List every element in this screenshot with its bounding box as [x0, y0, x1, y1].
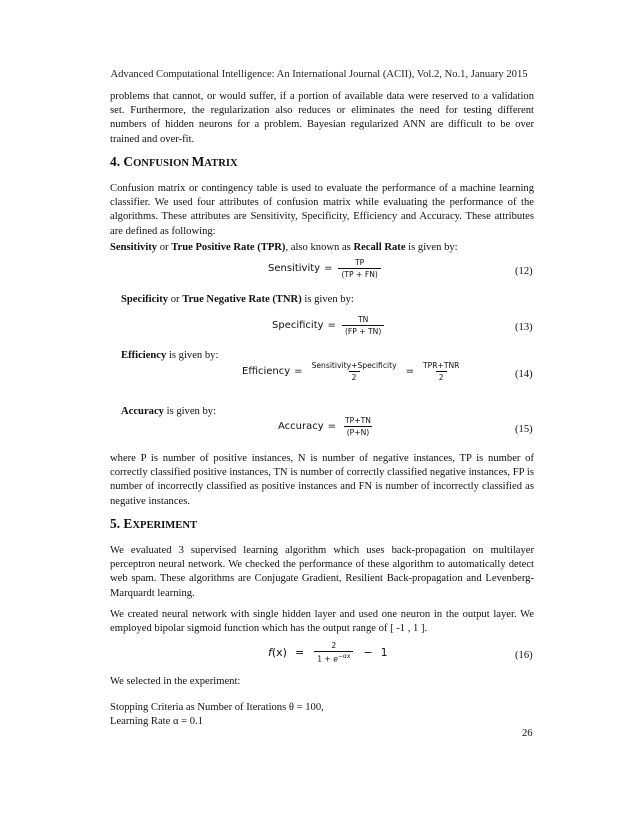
equation-sigmoid	[268, 641, 388, 664]
term: Efficiency	[121, 350, 167, 361]
minus-sign: −	[363, 645, 373, 659]
section-5-paragraph-2: We created neural network with single hidden layer and used one neuron in the output layer. We employed bipolar sigmoid function which has the output range of [ -1 , 1 ].	[110, 609, 534, 635]
function-argument: (x)	[271, 645, 287, 659]
equation-number: (14)	[515, 369, 533, 380]
equation-number: (12)	[515, 266, 533, 277]
selected-line: We selected in the experiment:	[110, 676, 241, 687]
term: Accuracy	[121, 406, 164, 417]
numerator: 2	[331, 641, 337, 650]
fraction	[342, 315, 384, 336]
fraction	[314, 641, 353, 664]
numerator: TP	[355, 258, 365, 267]
connector-text: is given by:	[166, 350, 219, 361]
numerator: TP+TN	[345, 416, 371, 425]
term-alias: Recall Rate	[353, 242, 406, 253]
equals-sign: =	[327, 320, 336, 331]
equation-efficiency	[242, 361, 464, 382]
heading-smallcaps: ATRIX	[204, 158, 238, 169]
heading-cap: M	[191, 154, 205, 169]
constant-one: 1	[380, 645, 388, 659]
equals-sign: =	[294, 645, 305, 659]
equals-sign: =	[294, 366, 303, 377]
equation-number: (16)	[515, 650, 533, 661]
page-number: 26	[522, 728, 533, 739]
term-alias: True Negative Rate (TNR)	[182, 294, 302, 305]
section-number: 5.	[110, 516, 124, 531]
equation-lhs: Sensitivity	[268, 263, 321, 274]
denominator-prefix: 1 +	[317, 654, 334, 664]
equation-lhs: Specificity	[272, 320, 324, 331]
equation-number: (13)	[515, 322, 533, 333]
section-4-heading	[110, 154, 238, 170]
equals-sign: =	[405, 366, 414, 377]
intro-paragraph: problems that cannot, or would suffer, if a portion of available data were reserved to a validation set. Furthermore, the regularization also reduces or eliminates the need for testing different numbers of hidden neurons for a problem. Bayesian regularized ANN are difficult to be over trained and over-fit.	[110, 91, 534, 145]
stopping-criteria-line: Stopping Criteria as Number of Iterations θ = 100,	[110, 702, 324, 713]
denominator: (TP + FN)	[338, 268, 380, 279]
equals-sign: =	[324, 263, 333, 274]
connector-text: is given by:	[405, 242, 458, 253]
equation-lhs: Efficiency	[242, 366, 291, 377]
term-alias: True Positive Rate (TPR)	[171, 242, 286, 253]
heading-cap: E	[123, 516, 133, 531]
sensitivity-lead	[110, 241, 458, 255]
denominator: 2	[349, 371, 360, 382]
exponent: −αx	[337, 653, 351, 660]
fraction	[420, 361, 462, 382]
function-name: f	[268, 645, 272, 659]
equation-number: (15)	[515, 424, 533, 435]
euler-e: e	[333, 654, 338, 664]
denominator: (FP + TN)	[342, 325, 384, 336]
denominator	[314, 651, 353, 664]
fraction	[309, 361, 400, 382]
denominator: (P+N)	[344, 426, 373, 437]
accuracy-lead	[121, 405, 216, 419]
equation-accuracy	[278, 416, 376, 437]
connector-text: , also known as	[285, 242, 354, 253]
equals-sign: =	[327, 421, 337, 432]
fraction	[342, 416, 374, 437]
section-4-paragraph: Confusion matrix or contingency table is used to evaluate the performance of a machine learning classifier. We used four attributes of confusion matrix while evaluating the performance of the algorithms. These attributes are Sensitivity, Specificity, Efficiency and Accuracy. These attributes are defined as following:	[110, 183, 534, 237]
section-5-paragraph-1: We evaluated 3 supervised learning algorithm which uses back-propagation on multilayer perceptron neural network. We checked the performance of these algorithm to automatically detect web spam. These algorithms are Conjugate Gradient, Resilient Back-propagation and Levenberg-Marquardt learning.	[110, 545, 534, 599]
definitions-paragraph: where P is number of positive instances, N is number of negative instances, TP is number of correctly classified positive instances, TN is number of correctly classified negative instances, FP is number of incorrectly classified as positive instances and FN is number of incorrectly classified as negative instances.	[110, 453, 534, 507]
learning-rate-line: Learning Rate α = 0.1	[110, 716, 204, 727]
numerator: TPR+TNR	[423, 361, 460, 370]
section-number: 4.	[110, 154, 124, 169]
numerator: TN	[357, 315, 369, 324]
denominator: 2	[436, 371, 447, 382]
connector-text: or	[168, 294, 183, 305]
equation-specificity	[272, 315, 386, 336]
numerator: Sensitivity+Specificity	[311, 361, 397, 370]
term: Sensitivity	[110, 242, 158, 253]
equation-lhs: Accuracy	[278, 421, 324, 432]
connector-text: or	[157, 242, 172, 253]
heading-cap: C	[123, 154, 134, 169]
connector-text: is given by:	[301, 294, 354, 305]
heading-smallcaps: XPERIMENT	[132, 520, 198, 531]
specificity-lead	[121, 293, 354, 307]
term: Specificity	[121, 294, 169, 305]
section-5-heading	[110, 516, 197, 532]
efficiency-lead	[121, 349, 218, 363]
heading-smallcaps: ONFUSION	[133, 158, 192, 169]
running-header: Advanced Computational Intelligence: An International Journal (ACII), Vol.2, No.1, January 2015	[110, 69, 528, 80]
fraction	[338, 258, 380, 279]
equation-sensitivity	[268, 258, 383, 279]
connector-text: is given by:	[163, 406, 217, 417]
